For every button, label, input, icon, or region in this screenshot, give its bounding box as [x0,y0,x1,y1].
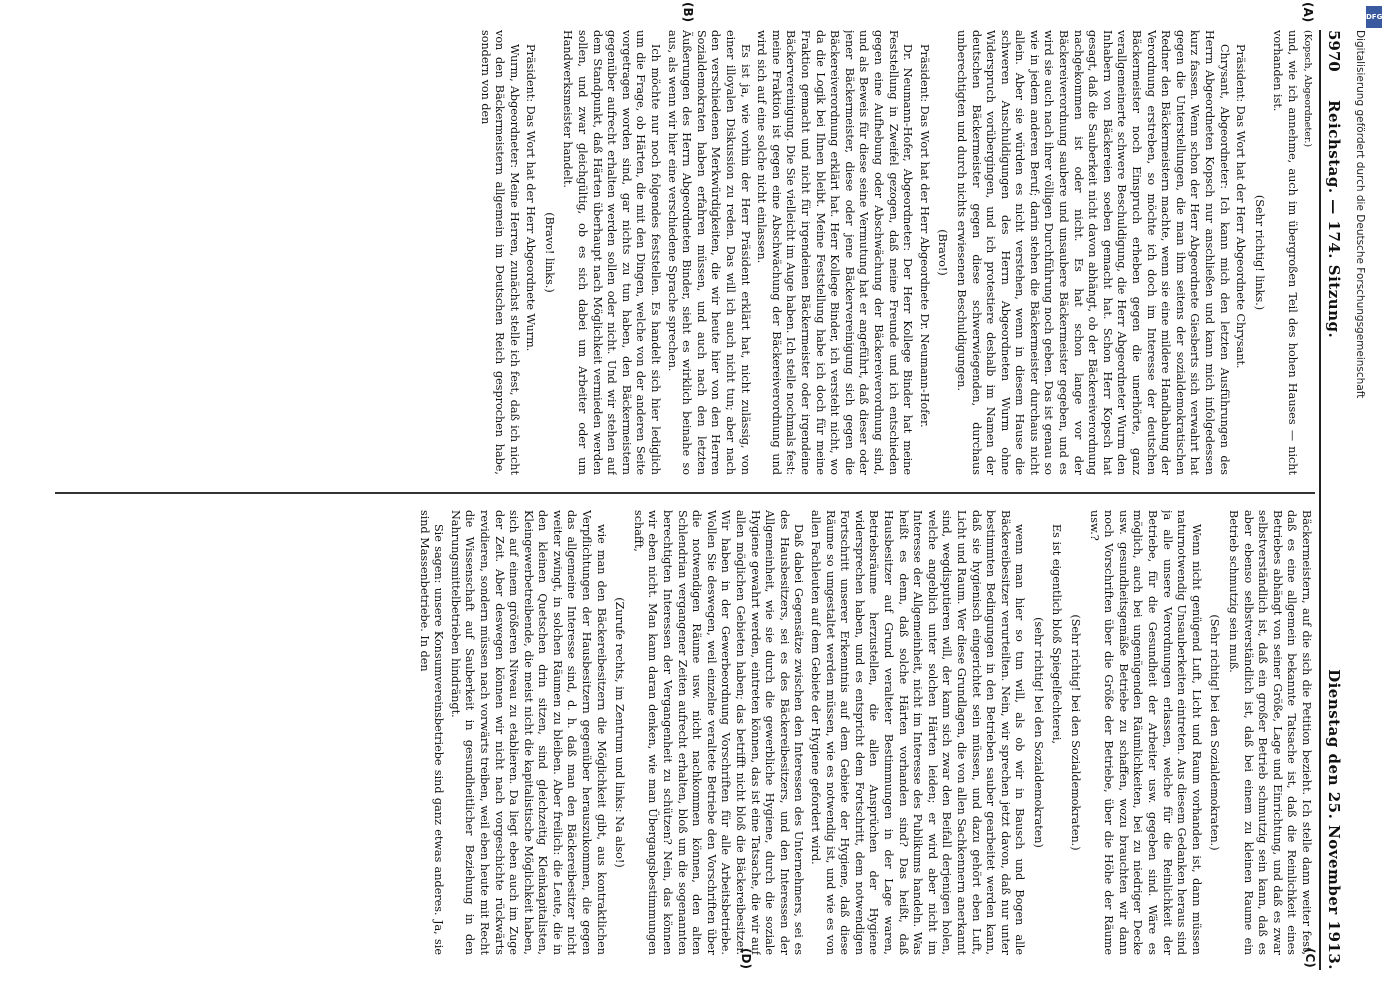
interjection: (Bravo!) [936,229,950,276]
interjection: (Sehr richtig! bei den Sozialdemokraten.) [1069,614,1083,851]
margin-marker-c: (C) [1303,948,1317,968]
paragraph: wenn man hier so tun will, als ob wir in Bausch und Bogen alle Bäckereibesitzer verurteilten. Nein, wir sprechen jetzt davon, daß nur unter bestimmten Bedingungen in den Betrieben sauber gearbeitet werden kann, daß sie hygienisch eingerichtet sein müssen, und dazu gehört eben Luft, Licht und Raum. Wer diese Grundlagen, die von allen Sachkennern anerkannt sind, wegdisputieren will, der kann sich zwar den Beifall derjenigen holen, welche angeblich unter solchen Härten leiden; er wird aber nicht im Interesse der Allgemeinheit, nicht im Interesse des Publikums handeln. Was heißt es denn, daß solche Härten vorhanden sind? Das heißt, daß Hausbesitzer auf Grund veralteter Bestimmungen in der Lage waren, Betriebsräume herzustellen, die allen Ansprüchen der Hygiene widersprechen haben, und es entspricht dem Fortschritt, dem notwendigen Fortschritt unserer Erkenntnis auf dem Gebiete der Hygiene, daß diese Räume so umgestaltet werden müssen, wie es notwendig ist, und wie es von allen Fachleuten auf dem Gebiete der Hygiene gefordert wird. [809,510,1027,955]
paragraph: Daß dabei Gegensätze zwischen den Interessen des Unternehmers, sei es des Hausbesitzers, sei es des Bäckereibesitzers, und den Interessen der Allgemeinheit, wie sie durch die gewerbliche Hygiene, durch die soziale Hygiene gewahrt werden, eintreten können, das ist eine Tatsache, die wir auf allen möglichen Gebieten haben; das betrifft nicht bloß die Bäckereibesitzer. Wir haben in der Gewerbeordnung Vorschriften für alle Arbeitsbetriebe. Wollen Sie deswegen, weil einzelne veraltete Betriebe den Vorschriften über die notwendigen Räume usw. nicht nachkommen können, den alten Schlendrian vergangener Zeiten aufrecht erhalten, bloß um die sogenannten berechtigten Interessen der Vergangenheit zu schützen? Nein, das können wir eben nicht. Man kann daran denken, wie man Übergangsbestimmungen schafft, [631,510,806,955]
paragraph: Es ist eigentlich bloß Spiegelfechterei, [1050,524,1064,745]
page-header [1323,30,1345,970]
margin-marker-b: (B) [681,2,695,23]
interjection: (Sehr richtig! links.) [1252,194,1266,311]
header-left-title: Reichstag. — 174. Sitzung. [1325,100,1343,339]
paragraph: Wurm, Abgeordneter: Meine Herren, zunächst stelle ich fest, daß ich nicht von den Bäckermeistern allgemein im Deutschen Reich gesprochen habe, sondern von den [478,30,521,475]
paragraph: wie man den Bäckereibesitzern die Möglichkeit gibt, aus kontraktlichen Verpflichtungen der Hausbesitzern gegenüber herauszukommen, die gegen das allgemeine Interesse sind, d. h. daß man den Bäckereibesitzer nicht weiter zwingt, in solchen Räumen zu bleiben. Aber freilich: die Leute, die in den kleinen Quetschen drin sitzen, sind gleichzeitig Kleinkapitalisten, Kleingewerbetreibende, die meist nicht die kapitalistische Möglichkeit haben, sich auf einem größeren Niveau zu etablieren. Da liegt eben auch im Zuge der Zeit. Aber deswegen können wir nicht nach vorgeschichte rückwärts revidieren, sondern müssen nach vorwärts treiben, weil eben heute mit Recht die Wissenschaft auf Sauberkeit in gesundheitlicher Beziehung in den Nahrungsmittelbetrieben hindrängt. [448,510,608,955]
header-right-title: Dienstag den 25. November 1913. [1325,669,1343,970]
paragraph: Chrysant, Abgeordneter: Ich kann mich den letzten Ausführungen des Herrn Abgeordneten Kopsch nur anschließen und kann mich infolgedessen kurz fassen. Wenn schon der Herr Abgeordnete Giesberts sich verwahrt hat gegen die Unterstellungen, die man ihm seitens der sozialdemokratischen Redner den Bäckermeistern machte, wenn sie eine mildere Handhabung der Verordnung erstreben, so möchte ich doch im Interesse der deutschen Bäckermeister noch Einspruch erheben gegen die unerhörte, ganz verallgemeinerte schwere Beschuldigung, die Herr Abgeordneter Wurm den Inhabern von Bäckereien soeben gemacht hat. Schon Herr Kopsch hat gesagt, daß die Sauberkeit nicht davon abhängt, ob der Bäckereiverordnung nachgekommen ist oder nicht. Es hat schon lange vor der Bäckereiverordnung saubere und unsaubere Bäckermeister gegeben, und es wird sie auch nach ihrer völligen Durchführung noch geben. Das ist genau so wie in jedem anderen Beruf; darin stehen die Bäckermeister durchaus nicht allein. Aber sie würden es nicht verstehen, wenn in diesem Hause die schweren Anschuldigungen des Herrn Abgeordneten Wurm ohne Widerspruch vorübergingen, und ich protestiere deshalb im Namen der deutschen Bäckermeister gegen diese schwerwiegenden, durchaus unberechtigten und durch nichts erwiesenen Beschuldigungen. [954,30,1231,475]
interjection: (sehr richtig! bei den Sozialdemokraten) [1031,617,1045,848]
paragraph: Präsident: Das Wort hat der Herr Abgeordnete Chrysant. [1234,44,1248,369]
document-page [45,2,1345,970]
paragraph: Es ist ja, wie vorhin der Herr Präsident erklärt hat, nicht zulässig, von einer illoyalen Diskussion zu reden. Das will ich auch nicht tun; aber nach den verschiedenen Merkwürdigkeiten, die wir heute hier von den Herren Sozialdemokraten haben erfahren müssen, und auch nach den letzten Äußerungen des Herrn Abgeordneten Binder, sieht es wirklich beinahe so aus, als wenn wir hier eine verschiedene Sprache sprechen. [665,30,752,475]
interjection: (Sehr richtig! bei den Sozialdemokraten.) [1208,614,1222,851]
paragraph: Präsident: Das Wort hat der Herr Abgeordnete Wurm. [524,44,538,352]
margin-marker-d: (D) [739,948,753,969]
page-number: 5970 [1325,30,1343,72]
right-column [63,510,1313,955]
column-divider [55,492,1315,494]
paragraph: Bäckermeistern, auf die sich die Petition bezieht. Ich stelle dann weiter fest, daß es eine allgemein bekannte Tatsache ist, daß die Reinlichkeit eines Betriebes abhängt von seiner Größe, Lage und Einrichtung, und daß es zwar selbstverständlich ist, daß ein großer Betrieb schmutzig sein kann, daß es aber ebenso selbstverständlich ist, daß bei einem zu kleinen Raume ein Betrieb schmutzig sein muß. [1227,510,1313,955]
digitization-credit: Digitalisierung gefördert durch die Deutsche Forschungsgemeinschaft [1354,30,1366,399]
paragraph: und, wie ich annehme, auch im übergroßen Teil des hohen Hauses — nicht vorhanden ist. [1271,30,1299,475]
header-rule [1320,30,1322,970]
paragraph: (Kopsch, Abgeordneter.) [1302,30,1313,148]
margin-marker-a: (A) [1301,2,1315,23]
paragraph: Sie sagen: unsere Konsumvereinsbetriebe sind ganz etwas anderes. Ja, sie sind Massenbetriebe. In den [417,510,446,955]
interjection: (Bravo! links.) [542,212,556,293]
left-column [63,30,1313,475]
dfg-logo: DFG [1366,6,1382,28]
paragraph: Ich möchte nur noch folgendes feststellen. Es handelt sich hier lediglich um die Frage, ob Härten, die mit den Dingen, welche von der anderen Seite vorgetragen worden sind, gar nichts zu tun haben, den Bäckermeistern gegenüber aufrecht erhalten werden sollen oder nicht. Und wir stehen auf dem Standpunkt, daß Härten überhaupt nach Möglichkeit vermieden werden sollen, und zwar gleichgültig, ob es sich dabei um Arbeiter oder um Handwerksmeister handelt. [561,30,663,475]
paragraph: Wenn nicht genügend Luft, Licht und Raum vorhanden ist, dann müssen naturnotwendig Unsauberkeiten eintreten. Aus diesem Gedanken heraus sind ja alle unsere Verordnungen erlassen, welche für die Reinlichkeit der Betriebe, für die Gesundheit der Arbeiter usw. gegeben sind. Wäre es möglich, auch bei ungenügenden Räumlichkeiten, bei zu niedriger Decke usw. gesundheitsgemäße Betriebe zu schaffen, wozu brauchten wir dann noch Vorschriften über die Größe der Betriebe, über die Höhe der Räume usw.? [1087,510,1203,955]
interjection: (Zurufe rechts, im Zentrum und links: Na also!) [613,597,627,868]
paragraph: Dr. Neumann-Hofer, Abgeordneter: Der Herr Kollege Binder hat meine Feststellung in Zweifel gezogen, daß meine Freunde und ich entschieden gegen eine Aufhebung oder Abschwächung der Bäckereiverordnung sind, und als Beweis für diese seine Vermutung hat er angeführt, daß dieser oder jener Bäckermeister, diese oder jene Bäckervereinigung sich gegen die Bäckereiverordnung erklärt hat. Herr Kollege Binder, ich versteht nicht, wo da die Logik bei Ihnen bleibt. Meine Feststellung habe ich doch für meine Fraktion gemacht und nicht für irgendeinen Bäckermeister oder irgendeine Bäckervereinigung. Die Sie vielleicht im Auge haben. Ich stelle nochmals fest: meine Fraktion ist gegen eine Abschwächung der Bäckereiverordnung und wird sich auf eine solche nicht einlassen. [755,30,915,475]
paragraph: Präsident: Das Wort hat der Herr Abgeordnete Dr. Neumann-Hofer. [917,44,931,428]
